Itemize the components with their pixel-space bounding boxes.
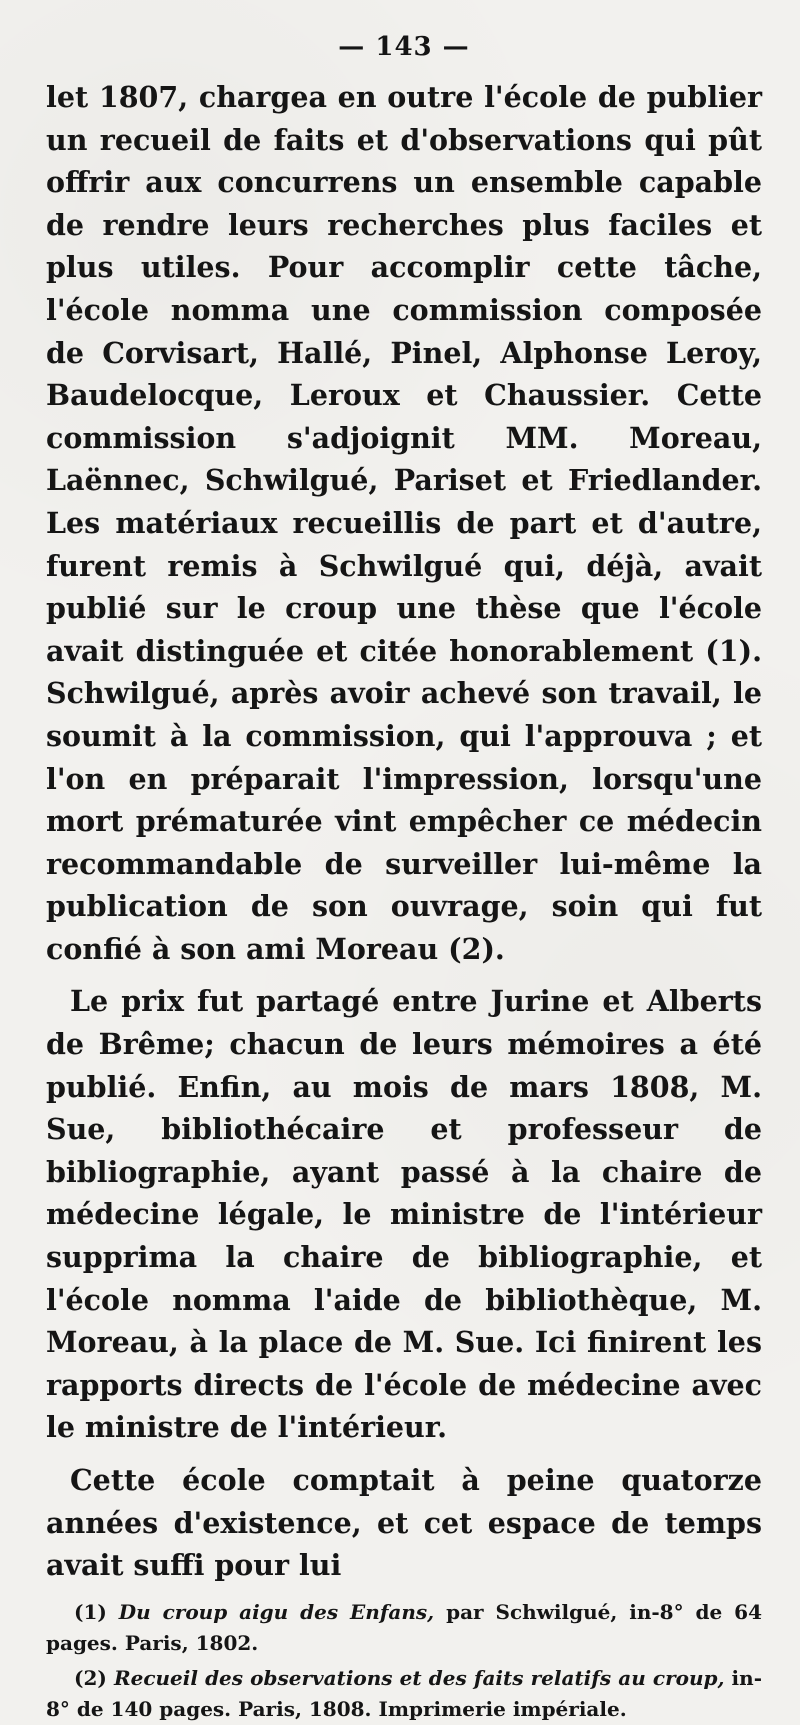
footnote-1-title: Du croup aigu des Enfans, [118,1599,435,1624]
footnote-1-marker: (1) [74,1599,107,1624]
paragraph-3: Cette école comptait à peine quatorze années d'existence, et cet espace de temps avait suffi pour lui [46,1463,762,1583]
footnote-1 [46,1597,762,1659]
paragraph-2: Le prix fut partagé entre Jurine et Alberts de Brême; chacun de leurs mémoires a été publié. Enfin, au mois de mars 1808, M. Sue, bibliothécaire et professeur de bibliographie, ayant passé à la chaire de médecine légale, le ministre de l'intérieur supprima la chaire de bibliographie, et l'école nomma l'aide de bibliothèque, M. Moreau, à la place de M. Sue. Ici finirent les rapports directs de l'école de médecine avec le ministre de l'intérieur. [46,984,762,1445]
footnote-2-title: Recueil des observations et des faits relatifs au croup, [113,1665,725,1690]
footnote-2-text: in-8° de 140 pages. Paris, 1808. Imprimerie impériale. [46,1665,762,1721]
footnote-2 [46,1663,762,1725]
page-number: — 143 — [338,32,470,62]
footnotes [46,1597,762,1725]
footnote-2-marker: (2) [74,1665,107,1690]
footnote-1-text: par Schwilgué, in-8° de 64 pages. Paris, 1802. [46,1599,762,1655]
body-text [46,76,762,1587]
paragraph-1: let 1807, chargea en outre l'école de publier un recueil de faits et d'observations qui pût offrir aux concurrens un ensemble capable de rendre leurs recherches plus faciles et plus utiles. Pour accomplir cette tâche, l'école nomma une commission composée de Corvisart, Hallé, Pinel, Alphonse Leroy, Baudelocque, Leroux et Chaussier. Cette commission s'adjoignit MM. Moreau, Laënnec, Schwilgué, Pariset et Friedlander. Les matériaux recueillis de part et d'autre, furent remis à Schwilgué qui, déjà, avait publié sur le croup une thèse que l'école avait distinguée et citée honorablement (1). Schwilgué, après avoir achevé son travail, le soumit à la commission, qui l'approuva ; et l'on en préparait l'impression, lorsqu'une mort prématurée vint empêcher ce médecin recommandable de surveiller lui-même la publication de son ouvrage, soin qui fut confié à son ami Moreau (2). [46,80,762,966]
